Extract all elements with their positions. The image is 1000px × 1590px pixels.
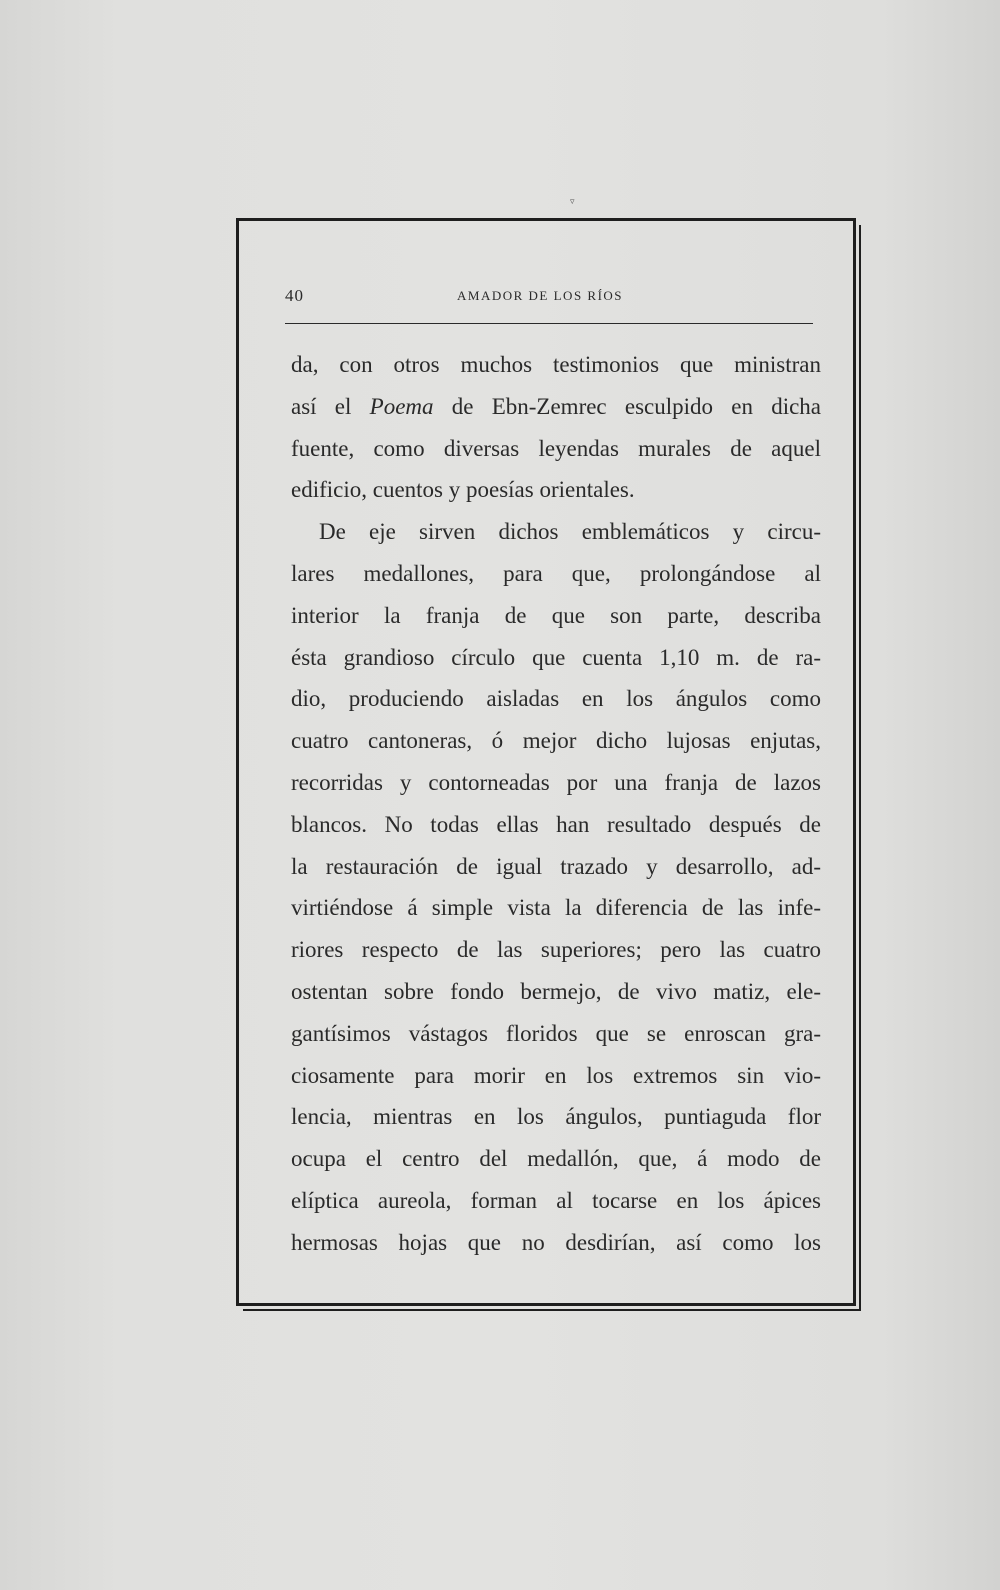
italic-title-poema: Poema	[369, 393, 434, 419]
page-number: 40	[285, 286, 304, 305]
text-line: la restauración de igual trazado y desarrollo, ad-	[291, 853, 821, 879]
text-line: da, con otros muchos testimonios que ministran	[291, 352, 821, 377]
text-fragment: así el	[291, 393, 352, 419]
paragraph-start-line: De eje sirven dichos emblemáticos y circu-	[319, 519, 821, 545]
text-line: dio, produciendo aisladas en los ángulos como	[291, 686, 821, 712]
running-head-title: AMADOR DE LOS RÍOS	[457, 288, 624, 303]
text-line: ésta grandioso círculo que cuenta 1,10 m. de ra-	[291, 644, 821, 670]
text-line: interior la franja de que son parte, describa	[291, 602, 821, 628]
text-line: elíptica aureola, forman al tocarse en los ápices	[291, 1187, 821, 1213]
text-line: virtiéndose á simple vista la diferencia de las infe-	[291, 895, 821, 921]
text-line: ocupa el centro del medallón, que, á modo de	[291, 1146, 821, 1172]
text-line: gantísimos vástagos floridos que se enroscan gra-	[291, 1020, 821, 1046]
text-line: riores respecto de las superiores; pero las cuatro	[291, 937, 821, 963]
printer-mark: ▿	[570, 196, 575, 206]
text-line: ostentan sobre fondo bermejo, de vivo matiz, ele-	[291, 978, 821, 1004]
text-line: lares medallones, para que, prolongándose al	[291, 560, 821, 586]
running-header	[285, 284, 813, 314]
text-line: recorridas y contorneadas por una franja de lazos	[291, 769, 821, 795]
header-rule	[285, 323, 813, 324]
text-line: blancos. No todas ellas han resultado después de	[291, 811, 821, 837]
text-line: hermosas hojas que no desdirían, así como los	[291, 1229, 821, 1255]
text-line: edificio, cuentos y poesías orientales.	[291, 477, 635, 503]
text-line: lencia, mientras en los ángulos, puntiaguda flor	[291, 1104, 821, 1130]
text-line	[291, 386, 821, 428]
text-fragment: de Ebn-Zemrec esculpido en dicha	[451, 393, 822, 419]
text-line: ciosamente para morir en los extremos sin vio-	[291, 1062, 821, 1088]
text-line: fuente, como diversas leyendas murales de aquel	[291, 435, 821, 461]
text-line: cuatro cantoneras, ó mejor dicho lujosas enjutas,	[291, 728, 821, 754]
body-text	[291, 344, 821, 1264]
